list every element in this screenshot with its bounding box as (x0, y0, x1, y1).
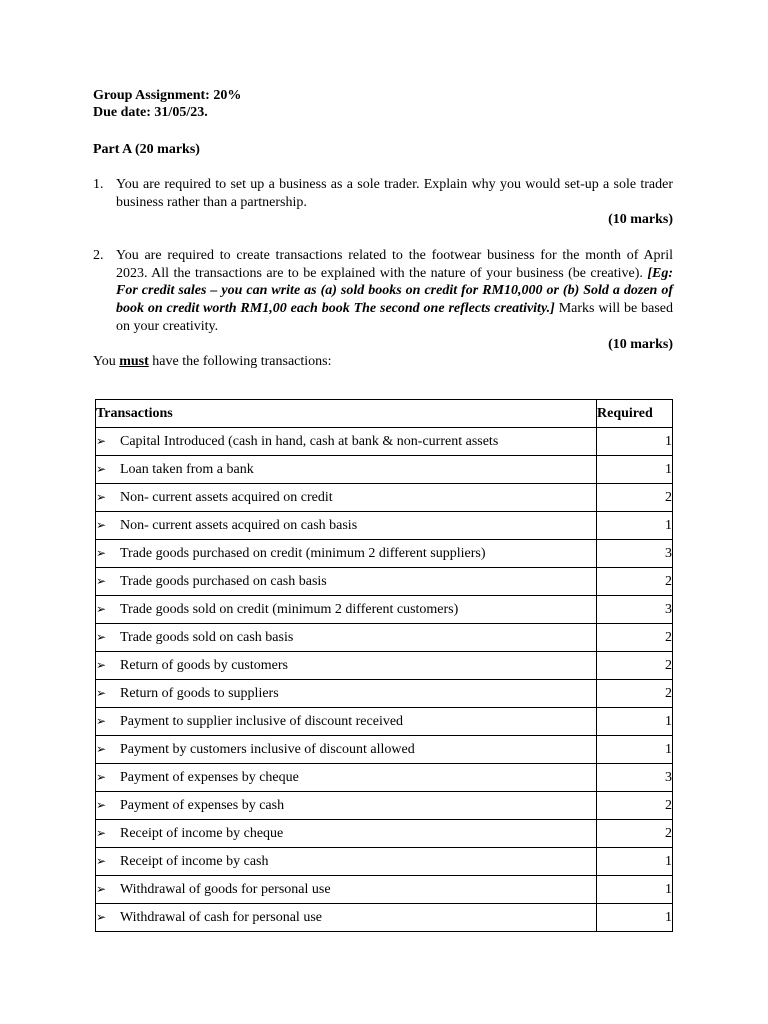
arrow-bullet-icon: ➢ (96, 657, 107, 672)
transaction-label: Payment of expenses by cheque (120, 769, 299, 785)
transaction-cell (96, 484, 597, 512)
transaction-cell (96, 540, 597, 568)
part-heading: Part A (20 marks) (93, 142, 200, 157)
transaction-label: Withdrawal of goods for personal use (120, 881, 331, 897)
question-marks: (10 marks) (608, 336, 673, 352)
required-count: 3 (597, 596, 673, 624)
required-count: 1 (597, 904, 673, 932)
arrow-bullet-icon: ➢ (96, 545, 107, 560)
instruction-post: have the following transactions: (152, 354, 332, 369)
table-row (96, 820, 673, 848)
transaction-cell (96, 904, 597, 932)
transaction-label: Capital Introduced (cash in hand, cash at bank & non-current assets (120, 433, 499, 449)
must-emphasis: must (119, 354, 149, 369)
required-count: 2 (597, 484, 673, 512)
table-row (96, 484, 673, 512)
required-count: 1 (597, 456, 673, 484)
table-row (96, 568, 673, 596)
required-count: 1 (597, 512, 673, 540)
transaction-label: Loan taken from a bank (120, 461, 254, 477)
transaction-cell (96, 764, 597, 792)
question-number: 1. (93, 177, 104, 192)
header-required: Required (597, 400, 673, 428)
instruction-pre: You (93, 354, 116, 369)
arrow-bullet-icon: ➢ (96, 573, 107, 588)
table-row (96, 540, 673, 568)
transaction-cell (96, 792, 597, 820)
table-row (96, 736, 673, 764)
transaction-cell (96, 456, 597, 484)
required-count: 1 (597, 736, 673, 764)
table-row (96, 764, 673, 792)
required-count: 1 (597, 848, 673, 876)
table-header-row (96, 400, 673, 428)
transaction-cell (96, 736, 597, 764)
transaction-label: Trade goods purchased on credit (minimum 2 different suppliers) (120, 545, 486, 561)
transaction-label: Payment by customers inclusive of discount allowed (120, 741, 415, 757)
arrow-bullet-icon: ➢ (96, 881, 107, 896)
question-text-tail: Marks will be based on your creativity. (116, 301, 673, 334)
arrow-bullet-icon: ➢ (96, 601, 107, 616)
arrow-bullet-icon: ➢ (96, 741, 107, 756)
required-count: 2 (597, 792, 673, 820)
transaction-label: Withdrawal of cash for personal use (120, 909, 322, 925)
arrow-bullet-icon: ➢ (96, 433, 107, 448)
table-row (96, 792, 673, 820)
header-transactions: Transactions (96, 400, 597, 428)
transactions-table (95, 399, 673, 932)
transaction-cell (96, 708, 597, 736)
transaction-label: Receipt of income by cheque (120, 825, 284, 841)
required-count: 2 (597, 568, 673, 596)
assignment-title: Group Assignment: 20% (93, 88, 242, 103)
arrow-bullet-icon: ➢ (96, 853, 107, 868)
transaction-cell (96, 512, 597, 540)
table-row (96, 428, 673, 456)
transaction-cell (96, 848, 597, 876)
transaction-cell (96, 568, 597, 596)
question-2 (93, 247, 673, 353)
transaction-label: Non- current assets acquired on cash basis (120, 517, 358, 533)
question-example: [Eg: For credit sales – you can write as (a) sold books on credit for RM10,000 or (b) Sold a dozen of book on credit worth RM1,00 each book The second one reflects creativity.] (116, 265, 674, 317)
arrow-bullet-icon: ➢ (96, 461, 107, 476)
table-row (96, 652, 673, 680)
transaction-cell (96, 652, 597, 680)
transaction-cell (96, 820, 597, 848)
table-row (96, 904, 673, 932)
arrow-bullet-icon: ➢ (96, 517, 107, 532)
arrow-bullet-icon: ➢ (96, 909, 107, 924)
transaction-label: Trade goods sold on cash basis (120, 629, 294, 645)
required-count: 2 (597, 624, 673, 652)
arrow-bullet-icon: ➢ (96, 685, 107, 700)
table-row (96, 456, 673, 484)
table-row (96, 848, 673, 876)
table-row (96, 708, 673, 736)
table-row (96, 876, 673, 904)
table-row (96, 596, 673, 624)
transaction-label: Trade goods sold on credit (minimum 2 different customers) (120, 601, 459, 617)
transaction-cell (96, 680, 597, 708)
table-body (96, 428, 673, 932)
required-count: 2 (597, 820, 673, 848)
table-row (96, 680, 673, 708)
question-text (116, 247, 673, 336)
transaction-label: Return of goods by customers (120, 657, 288, 673)
required-count: 3 (597, 764, 673, 792)
transaction-label: Receipt of income by cash (120, 853, 269, 869)
transaction-cell (96, 428, 597, 456)
transaction-cell (96, 596, 597, 624)
table-row (96, 512, 673, 540)
transaction-label: Non- current assets acquired on credit (120, 489, 333, 505)
transaction-label: Payment of expenses by cash (120, 797, 285, 813)
required-count: 1 (597, 876, 673, 904)
required-count: 3 (597, 540, 673, 568)
question-1 (93, 176, 673, 229)
arrow-bullet-icon: ➢ (96, 797, 107, 812)
arrow-bullet-icon: ➢ (96, 489, 107, 504)
due-date: Due date: 31/05/23. (93, 105, 208, 120)
transaction-cell (96, 876, 597, 904)
required-count: 2 (597, 652, 673, 680)
question-text: You are required to set up a business as a sole trader. Explain why you would set-up a sole trader business rather than a partnership. (116, 177, 673, 210)
arrow-bullet-icon: ➢ (96, 629, 107, 644)
question-marks: (10 marks) (608, 212, 673, 228)
transaction-label: Payment to supplier inclusive of discount received (120, 713, 404, 729)
instruction-line (93, 353, 332, 371)
arrow-bullet-icon: ➢ (96, 713, 107, 728)
question-number: 2. (93, 248, 104, 263)
table-row (96, 624, 673, 652)
transaction-cell (96, 624, 597, 652)
required-count: 2 (597, 680, 673, 708)
transaction-label: Return of goods to suppliers (120, 685, 279, 701)
arrow-bullet-icon: ➢ (96, 769, 107, 784)
required-count: 1 (597, 708, 673, 736)
required-count: 1 (597, 428, 673, 456)
question-text-main: You are required to create transactions related to the footwear business for the month of April 2023. All the transactions are to be explained with the nature of your business (be creative). (116, 248, 673, 281)
arrow-bullet-icon: ➢ (96, 825, 107, 840)
transaction-label: Trade goods purchased on cash basis (120, 573, 327, 589)
